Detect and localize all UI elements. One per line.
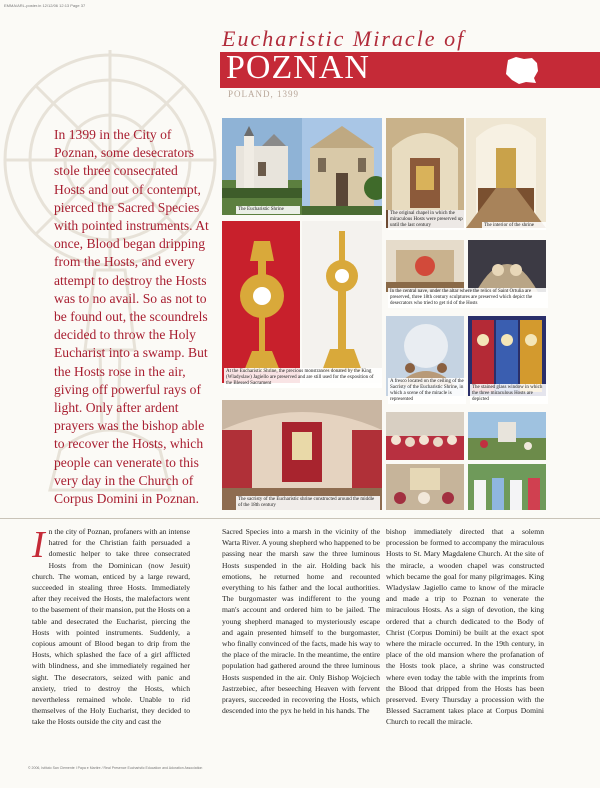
photo-shrine-interior (466, 118, 546, 228)
photo-procession-crowd (386, 412, 464, 460)
photo-monstrances (222, 221, 382, 383)
caption-fresco: A fresco located on the ceiling of the Sacristy of the Eucharistic Shrine, in which a scene of the miracle is represented (388, 378, 466, 404)
photo-procession-street (468, 412, 546, 460)
caption-interior: The interior of the shrine (482, 222, 546, 230)
caption-monstrance: At the Eucharistic Shrine, the precious monstrances donated by the King (Wladyslaw) Jagiello are preserved and are still used for the exposition of the Blessed Sacrament (224, 368, 382, 388)
body-text-3: bishop immediately directed that a solemn procession be formed to accompany the miraculous Hosts to St. Mary Magdalene Church. At the site of the miracle, a wooden chapel was constructed which became the goal for many pilgrimages. King Wladyslaw Jagiello came to know of the miracle and made a trip to Poznan to venerate the miraculous Hosts. As a sign of devotion, the king ordered that a church dedicated to the Body of Christ (Corpus Domini) be built at the exact spot where the miracle occurred. In the 19th century, in place of the old mansion where the profanation of the Hosts took place, a shrine was constructed where even today the table with the imprints from the Blood that dripped from the Hosts has been preserved. Every Thursday a procession with the Blessed Sacrament takes place at Corpus Domini Church to recall the miracle. (386, 527, 544, 727)
caption-nave: In the central nave, under the altar where the relics of Saint Ortulia are preserved, three 18th century sculptures are preserved which depict the desecrators who tried to get rid of the Hosts (388, 288, 548, 308)
body-text-1: n the city of Poznan, profaners with an intense hatred for the Christian faith persuaded a domestic helper to take three consecrated Hosts from the Dominican (now Jesuit) church. The woman, enticed by a large reward, succeeded in stealing three Hosts. Immediately after they received the Hosts, the malefactors went to the basement of their mansion, put the Hosts on a table and desecrated the Eucharist, piercing the Hosts with pointed instruments. Suddenly, a copious amount of Blood began to drip from the Hosts, which splashed the face of a girl afflicted with blindness, and she immediately regained her sight. The desecrators, seized with panic and anxiety, tried to destroy the Hosts, which nevertheless remained whole. Unable to rid themselves of the Holy Eucharist, they decided to take the Hosts outside the city and cast the (32, 527, 190, 727)
body-column-3 (386, 526, 544, 728)
caption-chapel: The original chapel in which the miraculous Hosts were preserved up until the last century (388, 210, 466, 230)
body-column-1 (32, 526, 190, 728)
caption-sacristy: The sacristy of the Eucharistic shrine constructed around the middle of the 18th century (236, 496, 380, 510)
photo-shrine-exterior (222, 118, 302, 215)
print-header: EMMA/ARL-poster.in 12/12/06 12:13 Page 37 (4, 3, 86, 8)
caption-shrine: The Eucharistic Shrine (236, 206, 300, 214)
body-text-2: Sacred Species into a marsh in the vicinity of the Warta River. A young shepherd who happened to be passing near the marsh saw the three luminous Hosts suspended in the air. Holding back his emotions, he returned home and recounted everything to his father and the local authorities. The burgomaster was indifferent to the young man's account and ordered him to be jailed. The young shepherd managed to mysteriously escape and again presented himself to the burgomaster, who finally convinced of the facts, made his way to the place of the miracle. In the meantime, the entire population had gathered around the three luminous Hosts suspended in the air. Only Bishop Wojciech Jastrzebiec, after beseeching Heaven with fervent prayers, succeeded in recovering the Hosts, which descended into the pyx he held in his hands. The (222, 527, 380, 716)
section-divider (0, 518, 600, 519)
photo-sculptures (468, 240, 546, 292)
page-title: POZNAN (226, 49, 370, 86)
photo-central-nave-altar (386, 240, 464, 292)
photo-procession-children (468, 464, 546, 510)
photo-church-facade (302, 118, 382, 215)
body-column-2 (222, 526, 380, 716)
footer-copyright: © 2006, Istituto San Clemente I Papa e Martire / Real Presence Eucharistic Education and Adoration Association (28, 766, 203, 770)
poland-map-icon (502, 54, 542, 86)
drop-cap: I (32, 524, 45, 566)
photo-sacristy (222, 400, 382, 510)
photo-procession-church (386, 464, 464, 510)
header-subtitle: Eucharistic Miracle of (222, 26, 466, 51)
region-label: POLAND, 1399 (228, 89, 300, 99)
caption-window: The stained glass window in which the three miraculous Hosts are depicted (470, 384, 548, 404)
intro-paragraph: In 1399 in the City of Poznan, some desecrators stole three consecrated Hosts and out of contempt, pierced the Sacred Species with pointed instruments. At once, Blood began dripping from the Hosts, and every attempt to destroy the Hosts was to no avail. So as not to be found out, the scoundrels decided to throw the Holy Eucharist into a swamp. But the Hosts rose in the air, giving off powerful rays of light. Only after ardent prayers was the bishop able to recover the Hosts, which people can venerate to this very day in the Church of Corpus Domini in Poznan. (54, 127, 209, 507)
